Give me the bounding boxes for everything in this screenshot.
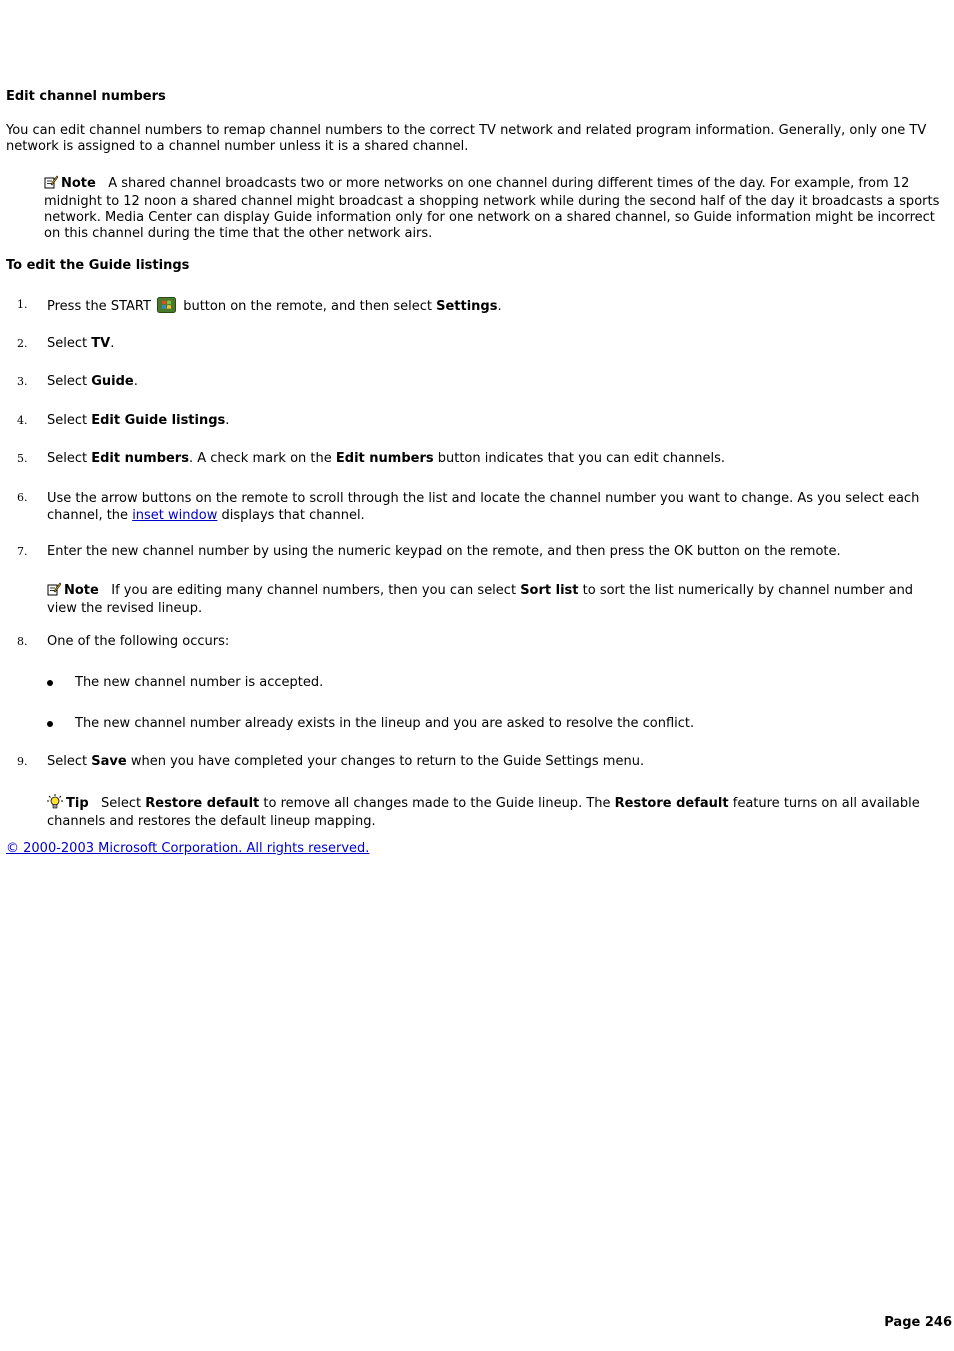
step-number: 7. <box>17 545 28 558</box>
note-label: Note <box>61 176 96 191</box>
step-number: 6. <box>17 491 28 504</box>
step-7: Enter the new channel number by using the numeric keypad on the remote, and then press the OK button on the remote. <box>47 544 841 559</box>
note-pencil-icon <box>44 175 58 194</box>
tip-text: to remove all changes made to the Guide lineup. The <box>263 796 611 811</box>
step-text: . <box>225 413 230 428</box>
tip-label: Tip <box>66 796 89 811</box>
note-text: A shared channel broadcasts two or more networks on one channel during different times of the day. For example, from 12 midnight to 12 noon a shared channel might broadcast a shopping network while during the second half of the day it broadcasts a sports network. Media Center can display Guide information only for one network on a shared channel, so Guide information might be incorrect on this channel during the time that the other network airs. <box>44 176 940 241</box>
step-text: button indicates that you can edit channels. <box>437 451 726 466</box>
step-bold: Edit numbers <box>91 451 189 466</box>
step-9 <box>47 754 947 770</box>
page-title: Edit channel numbers <box>6 89 166 104</box>
note-text: to sort the list numerically by channel number and view the revised lineup. <box>47 583 914 616</box>
intro-paragraph: You can edit channel numbers to remap channel numbers to the correct TV network and related program information. Generally, only one TV network is assigned to a channel number unless it is a shared channel. <box>6 123 927 154</box>
step-text: . A check mark on the <box>188 451 332 466</box>
note-shared-channel <box>44 175 948 242</box>
step-bold: Save <box>91 754 127 769</box>
step-number: 9. <box>17 755 28 768</box>
page-number: Page 246 <box>884 1315 952 1330</box>
step-bold: Edit numbers <box>335 451 434 466</box>
note-label: Note <box>64 583 99 598</box>
copyright-link[interactable]: © 2000-2003 Microsoft Corporation. All rights reserved. <box>6 841 370 856</box>
step-5 <box>47 451 947 467</box>
list-item: The new channel number is accepted. <box>75 675 324 690</box>
step-1 <box>47 297 947 315</box>
step-text: Select <box>47 754 88 769</box>
step-6 <box>47 490 947 524</box>
lightbulb-icon <box>47 794 63 814</box>
step-number: 8. <box>17 635 28 648</box>
step-4 <box>47 413 947 429</box>
step-number: 5. <box>17 452 28 465</box>
step-bold: Edit Guide listings <box>91 413 226 428</box>
step-3 <box>47 374 947 390</box>
step-text: Use the arrow buttons on the remote to scroll through the list and locate the channel number you want to change. As you select each channel, the <box>47 491 920 523</box>
bullet-marker <box>47 680 53 686</box>
procedure-title: To edit the Guide listings <box>6 258 190 273</box>
tip-restore-default <box>47 794 947 830</box>
step-number: 4. <box>17 414 28 427</box>
tip-bold: Restore default <box>614 796 729 811</box>
copyright <box>6 841 369 857</box>
step-bold: Guide <box>91 374 134 389</box>
step-bold: Settings <box>436 299 498 314</box>
step-number: 3. <box>17 375 28 388</box>
step-text: . <box>110 336 115 351</box>
step-text: Press the START <box>47 299 151 314</box>
step-text: Select <box>47 451 88 466</box>
bullet-marker <box>47 721 53 727</box>
list-item: The new channel number already exists in the lineup and you are asked to resolve the conflict. <box>75 716 695 731</box>
step-text: when you have completed your changes to return to the Guide Settings menu. <box>130 754 645 769</box>
step-number: 2. <box>17 337 28 350</box>
tip-text: Select <box>101 796 142 811</box>
note-text: If you are editing many channel numbers, then you can select <box>111 583 517 598</box>
note-bold: Sort list <box>520 583 579 598</box>
step-bold: TV <box>91 336 111 351</box>
inset-window-link[interactable]: inset window <box>132 508 218 523</box>
windows-start-icon <box>157 297 176 313</box>
step-text: Select <box>47 413 88 428</box>
step-text: displays that channel. <box>221 508 365 523</box>
tip-text: feature turns on all available channels and restores the default lineup mapping. <box>47 796 920 829</box>
step-text: . <box>497 299 502 314</box>
step-text: button on the remote, and then select <box>183 299 432 314</box>
step-text: . <box>133 374 138 389</box>
tip-bold: Restore default <box>145 796 260 811</box>
note-pencil-icon <box>47 582 61 601</box>
step-2 <box>47 336 947 352</box>
step-text: Select <box>47 336 88 351</box>
step-number: 1. <box>17 298 28 311</box>
note-sort-list <box>47 582 947 617</box>
step-text: Select <box>47 374 88 389</box>
step-8: One of the following occurs: <box>47 634 230 649</box>
